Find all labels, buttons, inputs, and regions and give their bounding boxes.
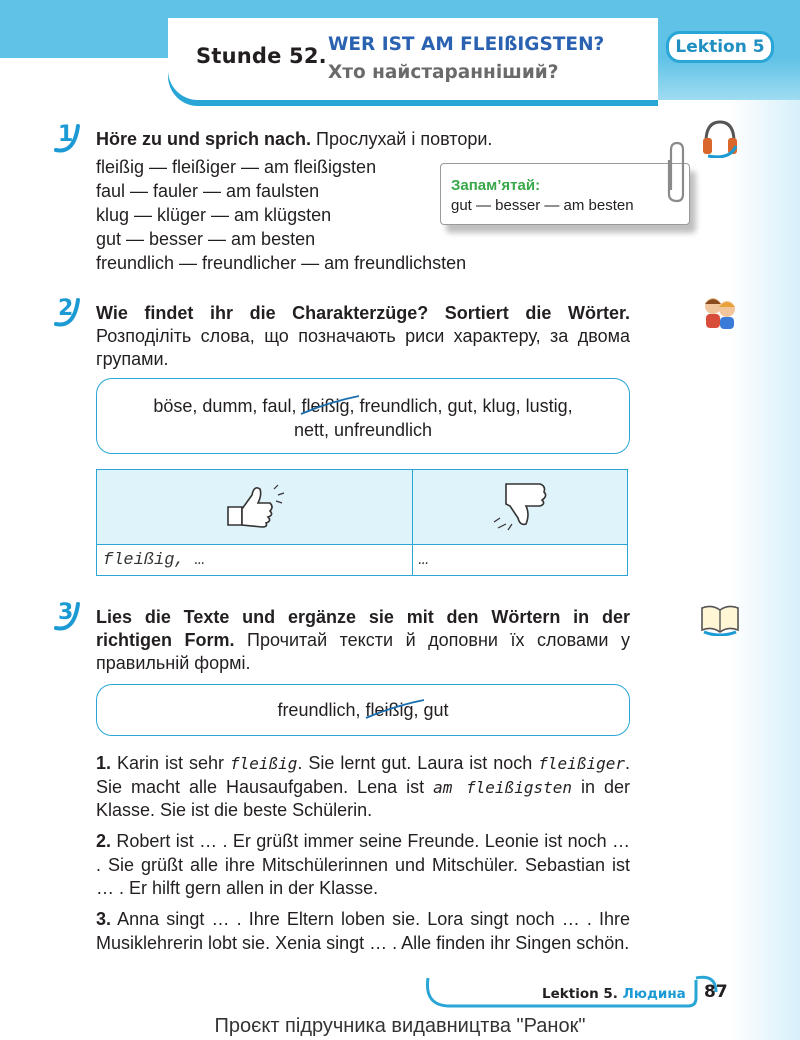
words-after: , gut xyxy=(413,700,449,720)
struck-word xyxy=(301,394,349,418)
text-paragraph-3: 3. Anna singt … . Ihre Eltern loben sie. Lora singt noch … . Ihre Musiklehrerin lobt sie. Xenia singt … . Alle finden ihr Singen schön. xyxy=(96,909,630,953)
strike-mark xyxy=(364,696,428,722)
form-line: faul — fauler — am faulsten xyxy=(96,181,320,201)
form-line: fleißig — fleißiger — am fleißigsten xyxy=(96,157,377,177)
task2-title-de: Wie findet ihr die Charakterzüge? Sortiert die Wörter. xyxy=(96,303,630,323)
paragraph-number: 1. xyxy=(96,753,112,773)
handwritten-answer: am fleißigsten xyxy=(433,777,572,797)
text-paragraph-2: 2. Robert ist … . Er grüßt immer seine Freunde. Leonie ist noch … . Sie grüßt alle ihre Mitschülerinnen und Mitschüler. Sebastian ist … . Er hilft gern allen in der Klasse. xyxy=(96,831,630,898)
note-body: gut — besser — am besten xyxy=(451,197,634,214)
thumbs-down-icon xyxy=(484,478,556,532)
task3-title xyxy=(96,606,630,675)
task-badge-2 xyxy=(52,294,82,330)
task-badge-3 xyxy=(52,598,82,634)
footer-lektion: Lektion 5. Людина xyxy=(542,986,686,1002)
words-before: böse, dumm, faul, xyxy=(153,396,302,416)
struck-word xyxy=(366,698,414,722)
task3-title-de: Lies die Texte und ergänze sie mit den Wörtern in der richtigen Form. xyxy=(96,607,630,650)
word-bank-line xyxy=(97,685,629,722)
word-bank-2 xyxy=(96,378,630,454)
book-icon xyxy=(698,600,742,640)
task2-title xyxy=(96,302,630,371)
lektion-tag: Lektion 5 xyxy=(666,31,774,63)
handwritten-answer: fleißiger xyxy=(538,754,625,773)
struck-word-text: fleißig xyxy=(365,700,414,720)
task3-title-ua: Прочитай тексти й доповни їх словами у правильній формі. xyxy=(96,630,630,673)
paperclip-icon xyxy=(665,140,689,208)
text-paragraph-1: 1. Karin ist sehr fleißig. Sie lernt gut. Laura ist noch fleißiger. Sie macht alle Hausaufgaben. Lena ist am fleißigsten in der Klasse. Sie ist die beste Schülerin. xyxy=(96,753,631,820)
thumbs-up-cell xyxy=(97,470,413,545)
form-line: freundlich — freundlicher — am freundlichsten xyxy=(96,253,467,273)
thumbs-up-icon xyxy=(218,479,290,531)
words-after: , freundlich, gut, klug, lustig, xyxy=(349,396,573,416)
task-badge-1 xyxy=(52,120,82,156)
task2-title-ua: Розподіліть слова, що позначають риси характеру, за двома групами. xyxy=(96,326,630,369)
negative-column-value: … xyxy=(412,545,627,576)
handwritten-answer: fleißig xyxy=(229,754,298,773)
note-title: Запам’ятай: xyxy=(451,177,541,194)
struck-word-text: fleißig xyxy=(301,396,350,416)
word-bank-line2: nett, unfreundlich xyxy=(293,420,433,440)
paragraph-number: 3. xyxy=(96,909,112,929)
right-margin-strip xyxy=(730,100,800,1040)
footer-topic: Людина xyxy=(622,986,686,1002)
words-before: freundlich, xyxy=(277,700,366,720)
lesson-title-de: WER IST AM FLEIßIGSTEN? xyxy=(328,34,605,55)
thumbs-down-cell xyxy=(412,470,627,545)
task1-title xyxy=(96,128,492,151)
word-bank-line xyxy=(97,379,629,418)
task-number: 3 xyxy=(58,600,74,625)
form-line: klug — klüger — am klügsten xyxy=(96,205,332,225)
page-number: 87 xyxy=(704,982,728,1002)
headphones-icon xyxy=(700,116,740,162)
remember-note xyxy=(440,163,690,225)
publisher-note: Проєкт підручника видавництва "Ранок" xyxy=(214,1015,586,1037)
form-line: gut — besser — am besten xyxy=(96,229,316,249)
lesson-number: Stunde 52. xyxy=(196,44,327,68)
strike-mark xyxy=(299,392,363,418)
lesson-title-ua: Хто найстаранніший? xyxy=(328,62,559,83)
task1-title-ua: Прослухай і повтори. xyxy=(311,129,493,149)
task1-title-de: Höre zu und sprich nach. xyxy=(96,129,312,149)
sort-table xyxy=(96,469,628,576)
comparison-forms xyxy=(96,155,466,275)
positive-column-value: fleißig, … xyxy=(97,545,413,576)
word-bank-3 xyxy=(96,684,630,736)
children-icon xyxy=(700,292,740,336)
paragraph-number: 2. xyxy=(96,831,112,851)
task-number: 1 xyxy=(58,122,74,147)
task-number: 2 xyxy=(58,296,74,321)
